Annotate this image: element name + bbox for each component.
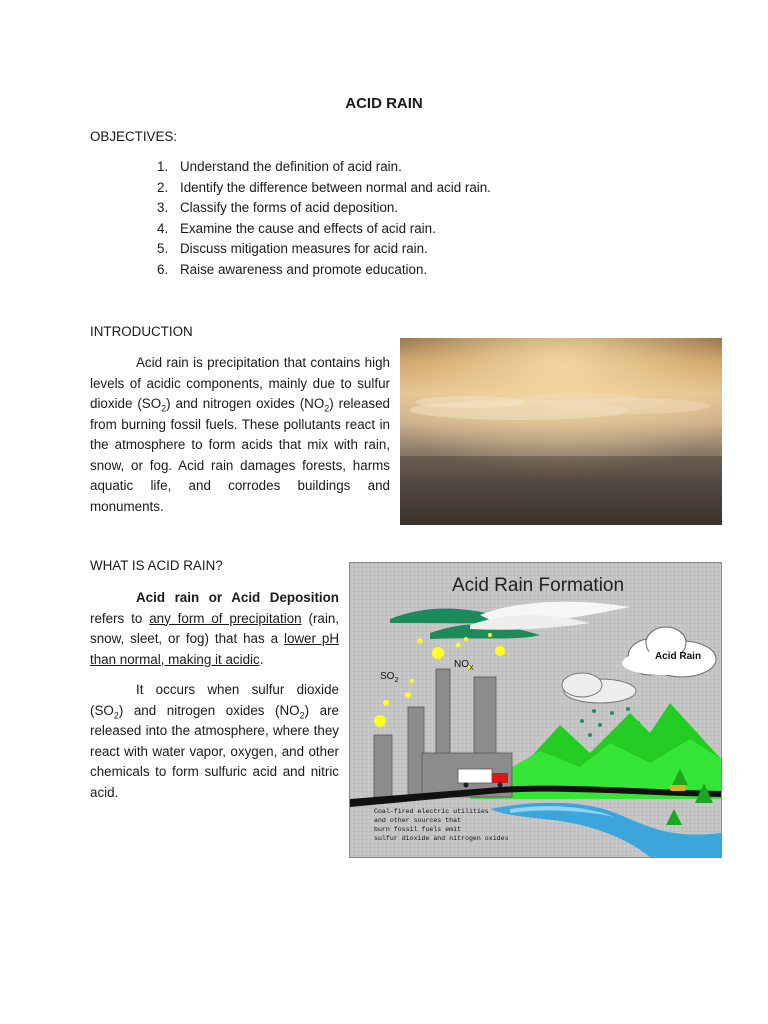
subscript: 2: [324, 403, 330, 414]
text-run: ) and nitrogen oxides (NO: [118, 702, 300, 718]
bold-term: Acid rain or Acid Deposition: [136, 590, 339, 605]
text-run: .: [259, 651, 264, 667]
list-text: Raise awareness and promote education.: [180, 261, 428, 277]
svg-text:burn fossil fuels emit: burn fossil fuels emit: [374, 826, 462, 833]
rain-cloud: [562, 673, 602, 697]
svg-text:Coal-fired electric utilities: Coal-fired electric utilities: [374, 808, 489, 815]
pollutant-particle: [383, 700, 389, 706]
pollutant-particle: [410, 679, 414, 683]
car: [670, 785, 686, 791]
text-run: (rain, snow, sleet, or fog) that has a: [90, 610, 340, 646]
subscript: 2: [161, 403, 167, 414]
list-text: Examine the cause and effects of acid rain.: [180, 220, 436, 236]
list-number: 4.: [157, 220, 169, 236]
pollutant-particle: [418, 639, 423, 644]
list-item: [150, 260, 491, 281]
subscript: 2: [299, 710, 305, 721]
introduction-paragraph: [90, 353, 390, 517]
text-run: Acid rain is precipitation that contains high levels of acidic components, mainly due to sulfur dioxide (SO: [90, 355, 390, 411]
list-text: Understand the definition of acid rain.: [180, 159, 402, 174]
list-number: 6.: [157, 261, 169, 277]
pollutant-particle: [488, 633, 492, 637]
text-run: ) are released into the atmosphere, where they react with water vapor, oxygen, and other chemicals to form sulfuric acid and nitric acid.: [90, 702, 339, 800]
text-run: ) and nitrogen oxides (NO: [166, 396, 325, 411]
so2-label: $SO_2$: [380, 671, 399, 684]
diagram-title: Acid Rain Formation: [451, 575, 625, 596]
list-item: [150, 239, 491, 260]
subscript: 2: [113, 710, 119, 721]
list-text: Identify the difference between normal and acid rain.: [180, 179, 491, 195]
page-title: ACID RAIN: [345, 95, 423, 112]
text-run: It occurs when sulfur dioxide (SO: [90, 682, 339, 718]
underlined-text: any form of precipitation: [149, 610, 302, 626]
acid-rain-formation-diagram: [349, 562, 722, 858]
objectives-heading: OBJECTIVES:: [90, 129, 178, 144]
list-number: 5.: [157, 241, 169, 256]
pollutant-particle: [464, 637, 468, 641]
cloud-label: Acid Rain: [654, 651, 702, 662]
text-run: ) released from burning fossil fuels. These pollutants react in the atmosphere to form acids that mix with rain, snow, or fog. Acid rain damages forests, harms aquatic life, and corrodes buildings and monuments.: [90, 396, 390, 514]
list-text: Classify the forms of acid deposition.: [180, 200, 399, 215]
objectives-list: [150, 157, 491, 280]
svg-text:and other sources that: and other sources that: [374, 817, 462, 824]
pollutant-particle: [456, 643, 461, 648]
definition-paragraph: [90, 588, 339, 670]
list-item: [150, 178, 491, 199]
nox-label: $NO_X$: [454, 659, 474, 672]
pollutant-particle: [405, 692, 411, 698]
cause-paragraph: [90, 680, 339, 803]
svg-text:sulfur dioxide and nitrogen ox: sulfur dioxide and nitrogen oxides: [374, 835, 509, 842]
underlined-text: lower pH than normal, making it acidic: [90, 631, 339, 667]
sky-photo: [400, 338, 722, 525]
pollutant-particle: [432, 647, 444, 659]
list-number: 1.: [157, 159, 169, 174]
text-run: refers to: [90, 610, 150, 626]
pollutant-particle: [374, 715, 386, 727]
pollutant-particle: [495, 646, 505, 656]
list-item: [150, 219, 491, 240]
list-number: 3.: [157, 200, 169, 215]
list-item: [150, 157, 491, 178]
list-number: 2.: [157, 179, 169, 195]
list-text: Discuss mitigation measures for acid rain.: [180, 241, 428, 256]
what-is-acid-rain-heading: WHAT IS ACID RAIN?: [90, 558, 223, 573]
introduction-heading: INTRODUCTION: [90, 324, 193, 339]
list-item: [150, 198, 491, 219]
